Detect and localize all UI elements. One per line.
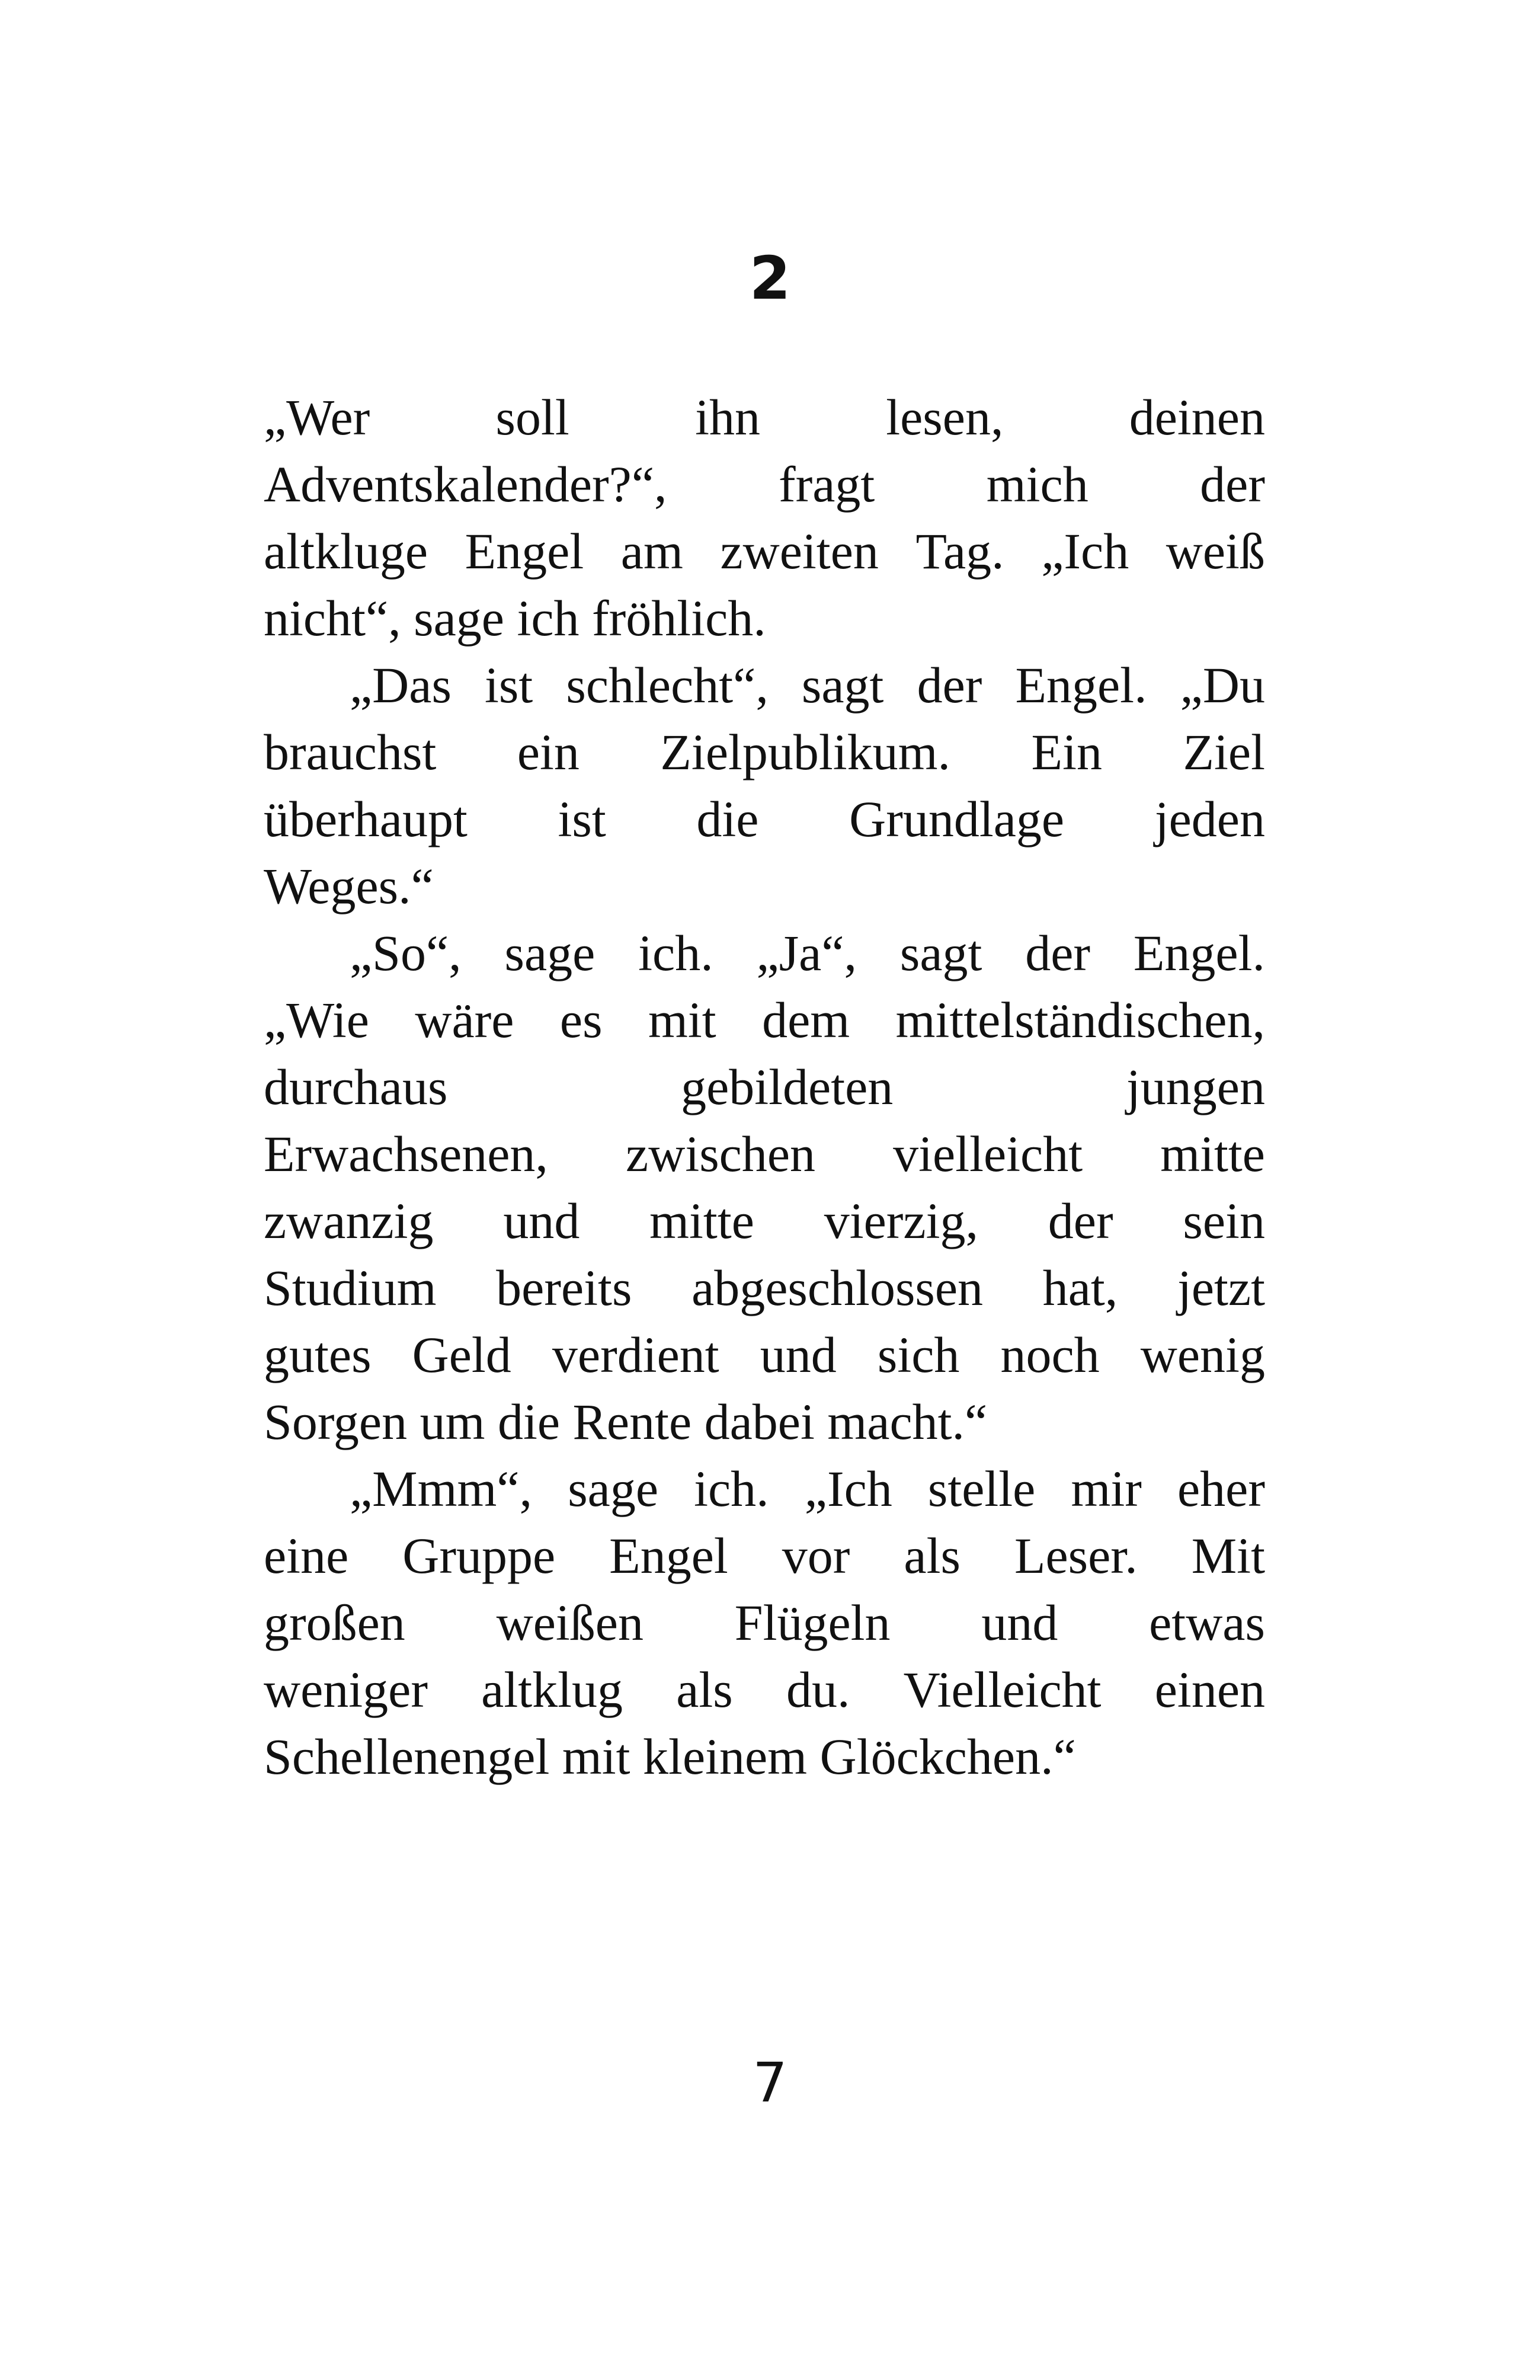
text-word: ich. xyxy=(638,925,713,981)
text-word: durchaus xyxy=(264,1058,448,1115)
text-word: du. xyxy=(786,1661,850,1718)
text-line xyxy=(264,786,1265,853)
text-word: mitte xyxy=(1160,1125,1265,1182)
text-word: brauchst xyxy=(264,724,437,780)
text-line xyxy=(264,518,1265,585)
text-word: jeden xyxy=(1154,791,1265,847)
text-line xyxy=(264,1121,1265,1188)
text-word: altkluge xyxy=(264,523,428,580)
text-word: „Du xyxy=(1180,657,1265,714)
text-word: und xyxy=(981,1594,1058,1651)
text-word: abgeschlossen xyxy=(691,1259,984,1316)
text-word: verdient xyxy=(552,1326,719,1383)
text-word: sein xyxy=(1183,1192,1265,1249)
text-line xyxy=(264,920,1265,987)
text-word: Gruppe xyxy=(402,1527,556,1584)
text-word: Flügeln xyxy=(734,1594,891,1651)
text-word: bereits xyxy=(496,1259,632,1316)
text-word: einen xyxy=(1154,1661,1265,1718)
text-word: weiß xyxy=(1166,523,1265,580)
text-word: die xyxy=(696,791,759,847)
text-word: jetzt xyxy=(1177,1259,1265,1316)
text-word: „Ich xyxy=(804,1460,892,1517)
text-word: weißen xyxy=(496,1594,643,1651)
text-line: Sorgen um die Rente dabei macht.“ xyxy=(264,1393,988,1450)
text-word: mit xyxy=(648,991,716,1048)
text-word: „Wer xyxy=(264,389,370,446)
chapter-text xyxy=(264,384,1265,1790)
text-word: Mit xyxy=(1191,1527,1265,1584)
text-word: Grundlage xyxy=(849,791,1065,847)
text-word: hat, xyxy=(1042,1259,1118,1316)
text-word: dem xyxy=(762,991,850,1048)
text-word: ich. xyxy=(694,1460,769,1517)
text-word: Vielleicht xyxy=(903,1661,1102,1718)
text-word: etwas xyxy=(1149,1594,1265,1651)
text-word: Erwachsenen, xyxy=(264,1125,548,1182)
text-word: jungen xyxy=(1126,1058,1265,1115)
text-word: „Mmm“, xyxy=(350,1460,533,1517)
text-word: wäre xyxy=(415,991,514,1048)
text-word: eine xyxy=(264,1527,349,1584)
text-word: gebildeten xyxy=(681,1058,894,1115)
page-number: 7 xyxy=(753,2051,787,2115)
text-line xyxy=(264,719,1265,786)
text-word: Engel xyxy=(609,1527,728,1584)
text-line xyxy=(264,1656,1265,1723)
text-word: Studium xyxy=(264,1259,437,1316)
text-word: Leser. xyxy=(1014,1527,1138,1584)
text-word: wenig xyxy=(1140,1326,1265,1383)
text-word: soll xyxy=(495,389,569,446)
text-word: als xyxy=(904,1527,961,1584)
text-word: vor xyxy=(782,1527,850,1584)
text-word: der xyxy=(1200,456,1265,513)
text-word: zweiten xyxy=(720,523,879,580)
text-line xyxy=(264,1589,1265,1656)
text-word: gutes xyxy=(264,1326,372,1383)
text-word: Adventskalender?“, xyxy=(264,456,667,513)
text-word: vierzig, xyxy=(824,1192,978,1249)
text-word: „So“, xyxy=(350,925,462,981)
text-word: sage xyxy=(568,1460,659,1517)
text-word: Geld xyxy=(412,1326,511,1383)
text-word: ein xyxy=(517,724,579,780)
text-line xyxy=(264,987,1265,1054)
text-word: Engel. xyxy=(1015,657,1147,714)
text-word: ist xyxy=(485,657,533,714)
text-word: überhaupt xyxy=(264,791,468,847)
text-word: stelle xyxy=(927,1460,1036,1517)
text-word: großen xyxy=(264,1594,405,1651)
text-word: altklug xyxy=(481,1661,623,1718)
text-word: noch xyxy=(1000,1326,1100,1383)
text-word: Engel xyxy=(465,523,584,580)
text-word: zwanzig xyxy=(264,1192,434,1249)
text-word: vielleicht xyxy=(893,1125,1083,1182)
text-line xyxy=(264,1054,1265,1121)
text-line xyxy=(264,451,1265,518)
text-line: Schellenengel mit kleinem Glöckchen.“ xyxy=(264,1728,1076,1785)
text-line xyxy=(264,1255,1265,1322)
text-word: eher xyxy=(1177,1460,1265,1517)
text-word: mich xyxy=(986,456,1088,513)
paragraph-1 xyxy=(264,384,1265,652)
text-line xyxy=(264,1188,1265,1255)
text-word: Engel. xyxy=(1133,925,1265,981)
text-line xyxy=(264,1455,1265,1522)
text-word: mir xyxy=(1071,1460,1142,1517)
text-word: es xyxy=(559,991,603,1048)
text-word: und xyxy=(760,1326,837,1383)
text-line xyxy=(264,1322,1265,1389)
text-word: Zielpublikum. xyxy=(660,724,951,780)
paragraph-2 xyxy=(264,652,1265,920)
text-line xyxy=(264,384,1265,451)
text-word: und xyxy=(503,1192,580,1249)
text-word: der xyxy=(917,657,982,714)
text-word: lesen, xyxy=(886,389,1004,446)
text-word: mittelständischen, xyxy=(895,991,1265,1048)
text-word: sagt xyxy=(801,657,884,714)
text-word: zwischen xyxy=(626,1125,816,1182)
text-line: Weges.“ xyxy=(264,858,434,914)
text-word: ihn xyxy=(695,389,760,446)
text-word: der xyxy=(1025,925,1091,981)
text-word: als xyxy=(676,1661,733,1718)
text-word: Ein xyxy=(1031,724,1102,780)
text-line xyxy=(264,1522,1265,1589)
text-word: Tag. xyxy=(915,523,1004,580)
text-word: mitte xyxy=(649,1192,754,1249)
text-word: sich xyxy=(877,1326,960,1383)
text-word: sage xyxy=(504,925,595,981)
text-word: „Ich xyxy=(1041,523,1129,580)
text-word: der xyxy=(1048,1192,1113,1249)
text-word: deinen xyxy=(1129,389,1265,446)
paragraph-4 xyxy=(264,1455,1265,1790)
text-word: sagt xyxy=(899,925,982,981)
text-word: fragt xyxy=(778,456,875,513)
chapter-number: 2 xyxy=(749,244,791,313)
text-line xyxy=(264,652,1265,719)
text-word: Ziel xyxy=(1183,724,1265,780)
text-word: am xyxy=(620,523,683,580)
text-word: „Wie xyxy=(264,991,369,1048)
text-word: ist xyxy=(558,791,606,847)
paragraph-3 xyxy=(264,920,1265,1455)
text-word: weniger xyxy=(264,1661,428,1718)
text-word: „Ja“, xyxy=(756,925,857,981)
text-word: „Das xyxy=(350,657,452,714)
text-word: schlecht“, xyxy=(566,657,769,714)
text-line: nicht“, sage ich fröhlich. xyxy=(264,590,766,647)
